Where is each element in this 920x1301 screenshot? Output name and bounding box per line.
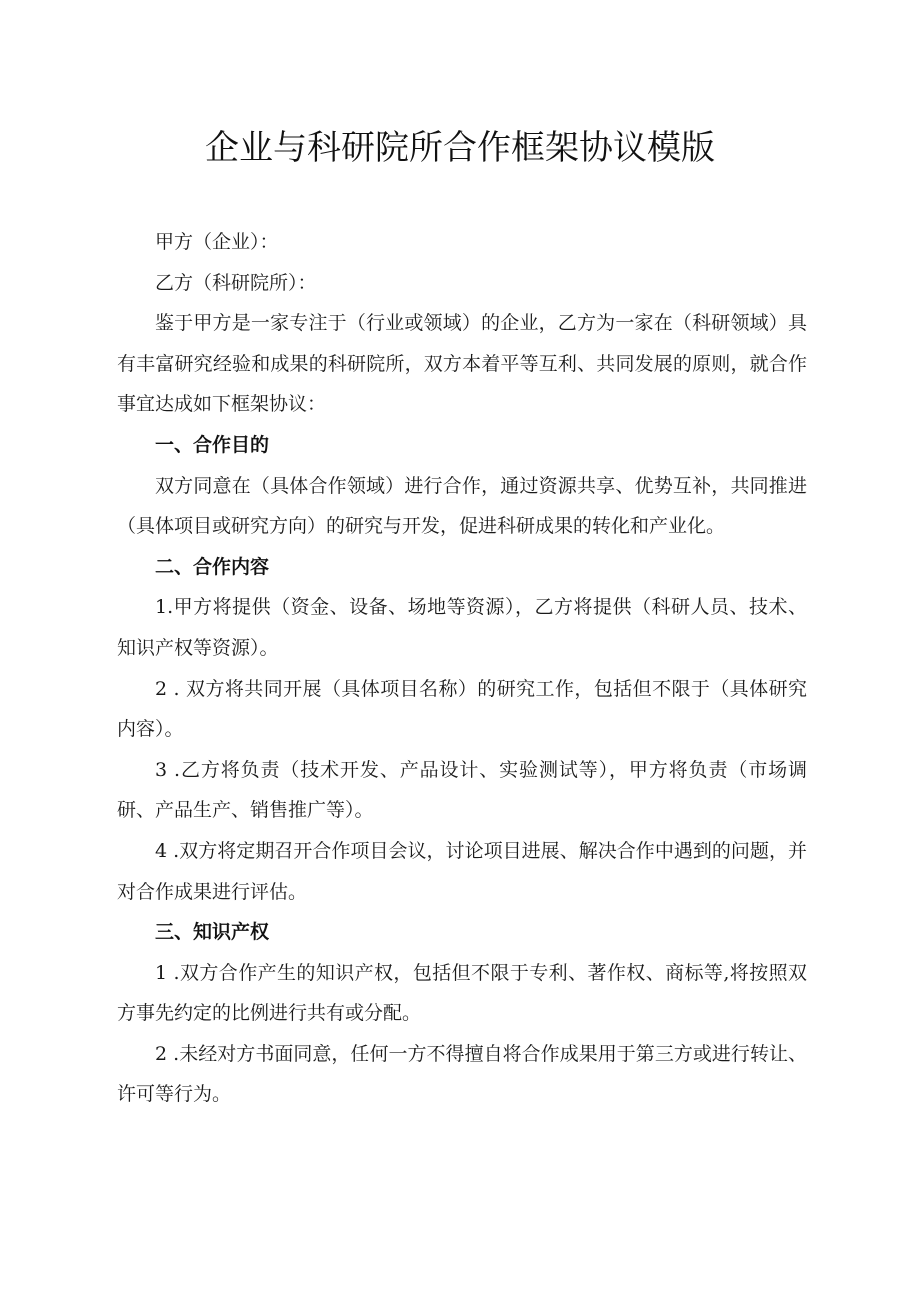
document-body <box>117 222 807 1115</box>
ip-item-1: 1 .双方合作产生的知识产权，包括但不限于专利、著作权、商标等,将按照双方事先约定的比例进行共有或分配。 <box>117 961 807 1025</box>
content-item-3: 3 .乙方将负责（技术开发、产品设计、实验测试等），甲方将负责（市场调研、产品生产、销售推广等）。 <box>117 758 807 822</box>
content-item-2: 2 . 双方将共同开展（具体项目名称）的研究工作，包括但不限于（具体研究内容）。 <box>117 677 807 741</box>
purpose-paragraph: 双方同意在（具体合作领域）进行合作，通过资源共享、优势互补，共同推进（具体项目或研究方向）的研究与开发，促进科研成果的转化和产业化。 <box>117 474 807 538</box>
ip-item-2: 2 .未经对方书面同意，任何一方不得擅自将合作成果用于第三方或进行转让、许可等行为。 <box>117 1042 807 1106</box>
party-b-line: 乙方（科研院所）： <box>155 271 317 294</box>
section-heading-purpose: 一、合作目的 <box>155 433 270 456</box>
content-item-1: 1.甲方将提供（资金、设备、场地等资源），乙方将提供（科研人员、技术、知识产权等资源）。 <box>117 596 807 659</box>
party-a-line: 甲方（企业）： <box>155 231 279 253</box>
document-title: 企业与科研院所合作框架协议模版 <box>205 128 715 168</box>
content-item-4: 4 .双方将定期召开合作项目会议，讨论项目进展、解决合作中遇到的问题，并对合作成果进行评估。 <box>117 839 807 903</box>
section-heading-ip: 三、知识产权 <box>155 921 270 944</box>
intro-paragraph: 鉴于甲方是一家专注于（行业或领域）的企业，乙方为一家在（科研领域）具有丰富研究经验和成果的科研院所，双方本着平等互利、共同发展的原则，就合作事宜达成如下框架协议： <box>117 312 807 416</box>
section-heading-content: 二、合作内容 <box>155 555 270 578</box>
